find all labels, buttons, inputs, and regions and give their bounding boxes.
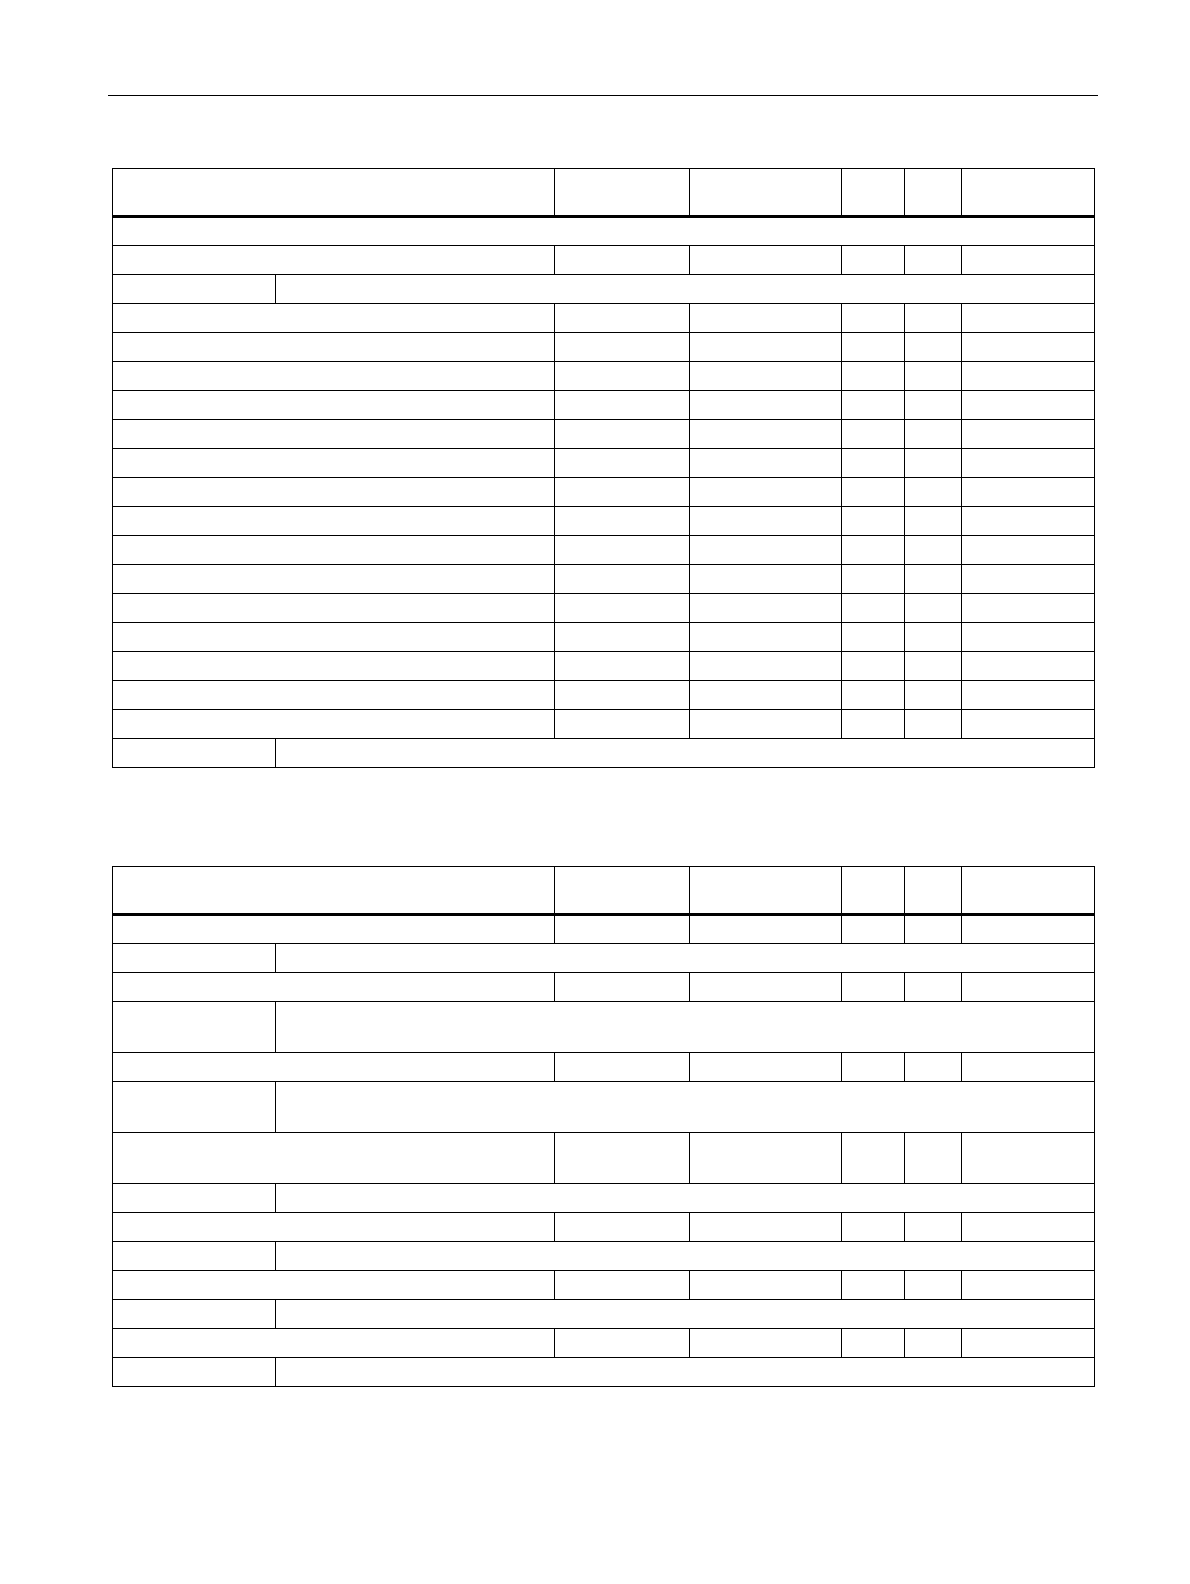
header-cell-name <box>113 169 555 217</box>
description-row <box>113 1184 1095 1213</box>
table-row <box>113 391 1095 420</box>
table-row <box>113 973 1095 1002</box>
register-table-2 <box>112 866 1095 1387</box>
table-row <box>113 1133 1095 1184</box>
table-row <box>113 915 1095 944</box>
header-cell-6 <box>961 867 1094 915</box>
register-table-1 <box>112 168 1095 768</box>
table-row <box>113 1213 1095 1242</box>
table-row <box>113 536 1095 565</box>
table-row <box>113 681 1095 710</box>
header-cell-4 <box>841 867 904 915</box>
table-row <box>113 362 1095 391</box>
table-row <box>113 478 1095 507</box>
header-cell-name <box>113 867 555 915</box>
description-row <box>113 275 1095 304</box>
table-row <box>113 1329 1095 1358</box>
header-cell-5 <box>904 867 961 915</box>
table-row <box>113 594 1095 623</box>
table-row <box>113 507 1095 536</box>
description-row <box>113 1300 1095 1329</box>
header-cell-2 <box>555 867 689 915</box>
table-header-row <box>113 169 1095 217</box>
table-row <box>113 333 1095 362</box>
table-row <box>113 449 1095 478</box>
header-cell-4 <box>841 169 904 217</box>
table-row <box>113 565 1095 594</box>
description-row <box>113 739 1095 768</box>
table-row <box>113 710 1095 739</box>
description-row <box>113 1002 1095 1053</box>
description-row <box>113 1242 1095 1271</box>
table-row <box>113 652 1095 681</box>
description-row <box>113 1082 1095 1133</box>
description-row <box>113 944 1095 973</box>
table-row <box>113 304 1095 333</box>
header-cell-3 <box>689 169 841 217</box>
table-row <box>113 623 1095 652</box>
description-row <box>113 1358 1095 1387</box>
header-rule <box>108 95 1098 96</box>
header-cell-3 <box>689 867 841 915</box>
header-cell-6 <box>961 169 1094 217</box>
table-row <box>113 246 1095 275</box>
table-header-row <box>113 867 1095 915</box>
table-row <box>113 1271 1095 1300</box>
table-row <box>113 420 1095 449</box>
section-row <box>113 217 1095 246</box>
header-cell-2 <box>555 169 689 217</box>
header-cell-5 <box>904 169 961 217</box>
table-row <box>113 1053 1095 1082</box>
